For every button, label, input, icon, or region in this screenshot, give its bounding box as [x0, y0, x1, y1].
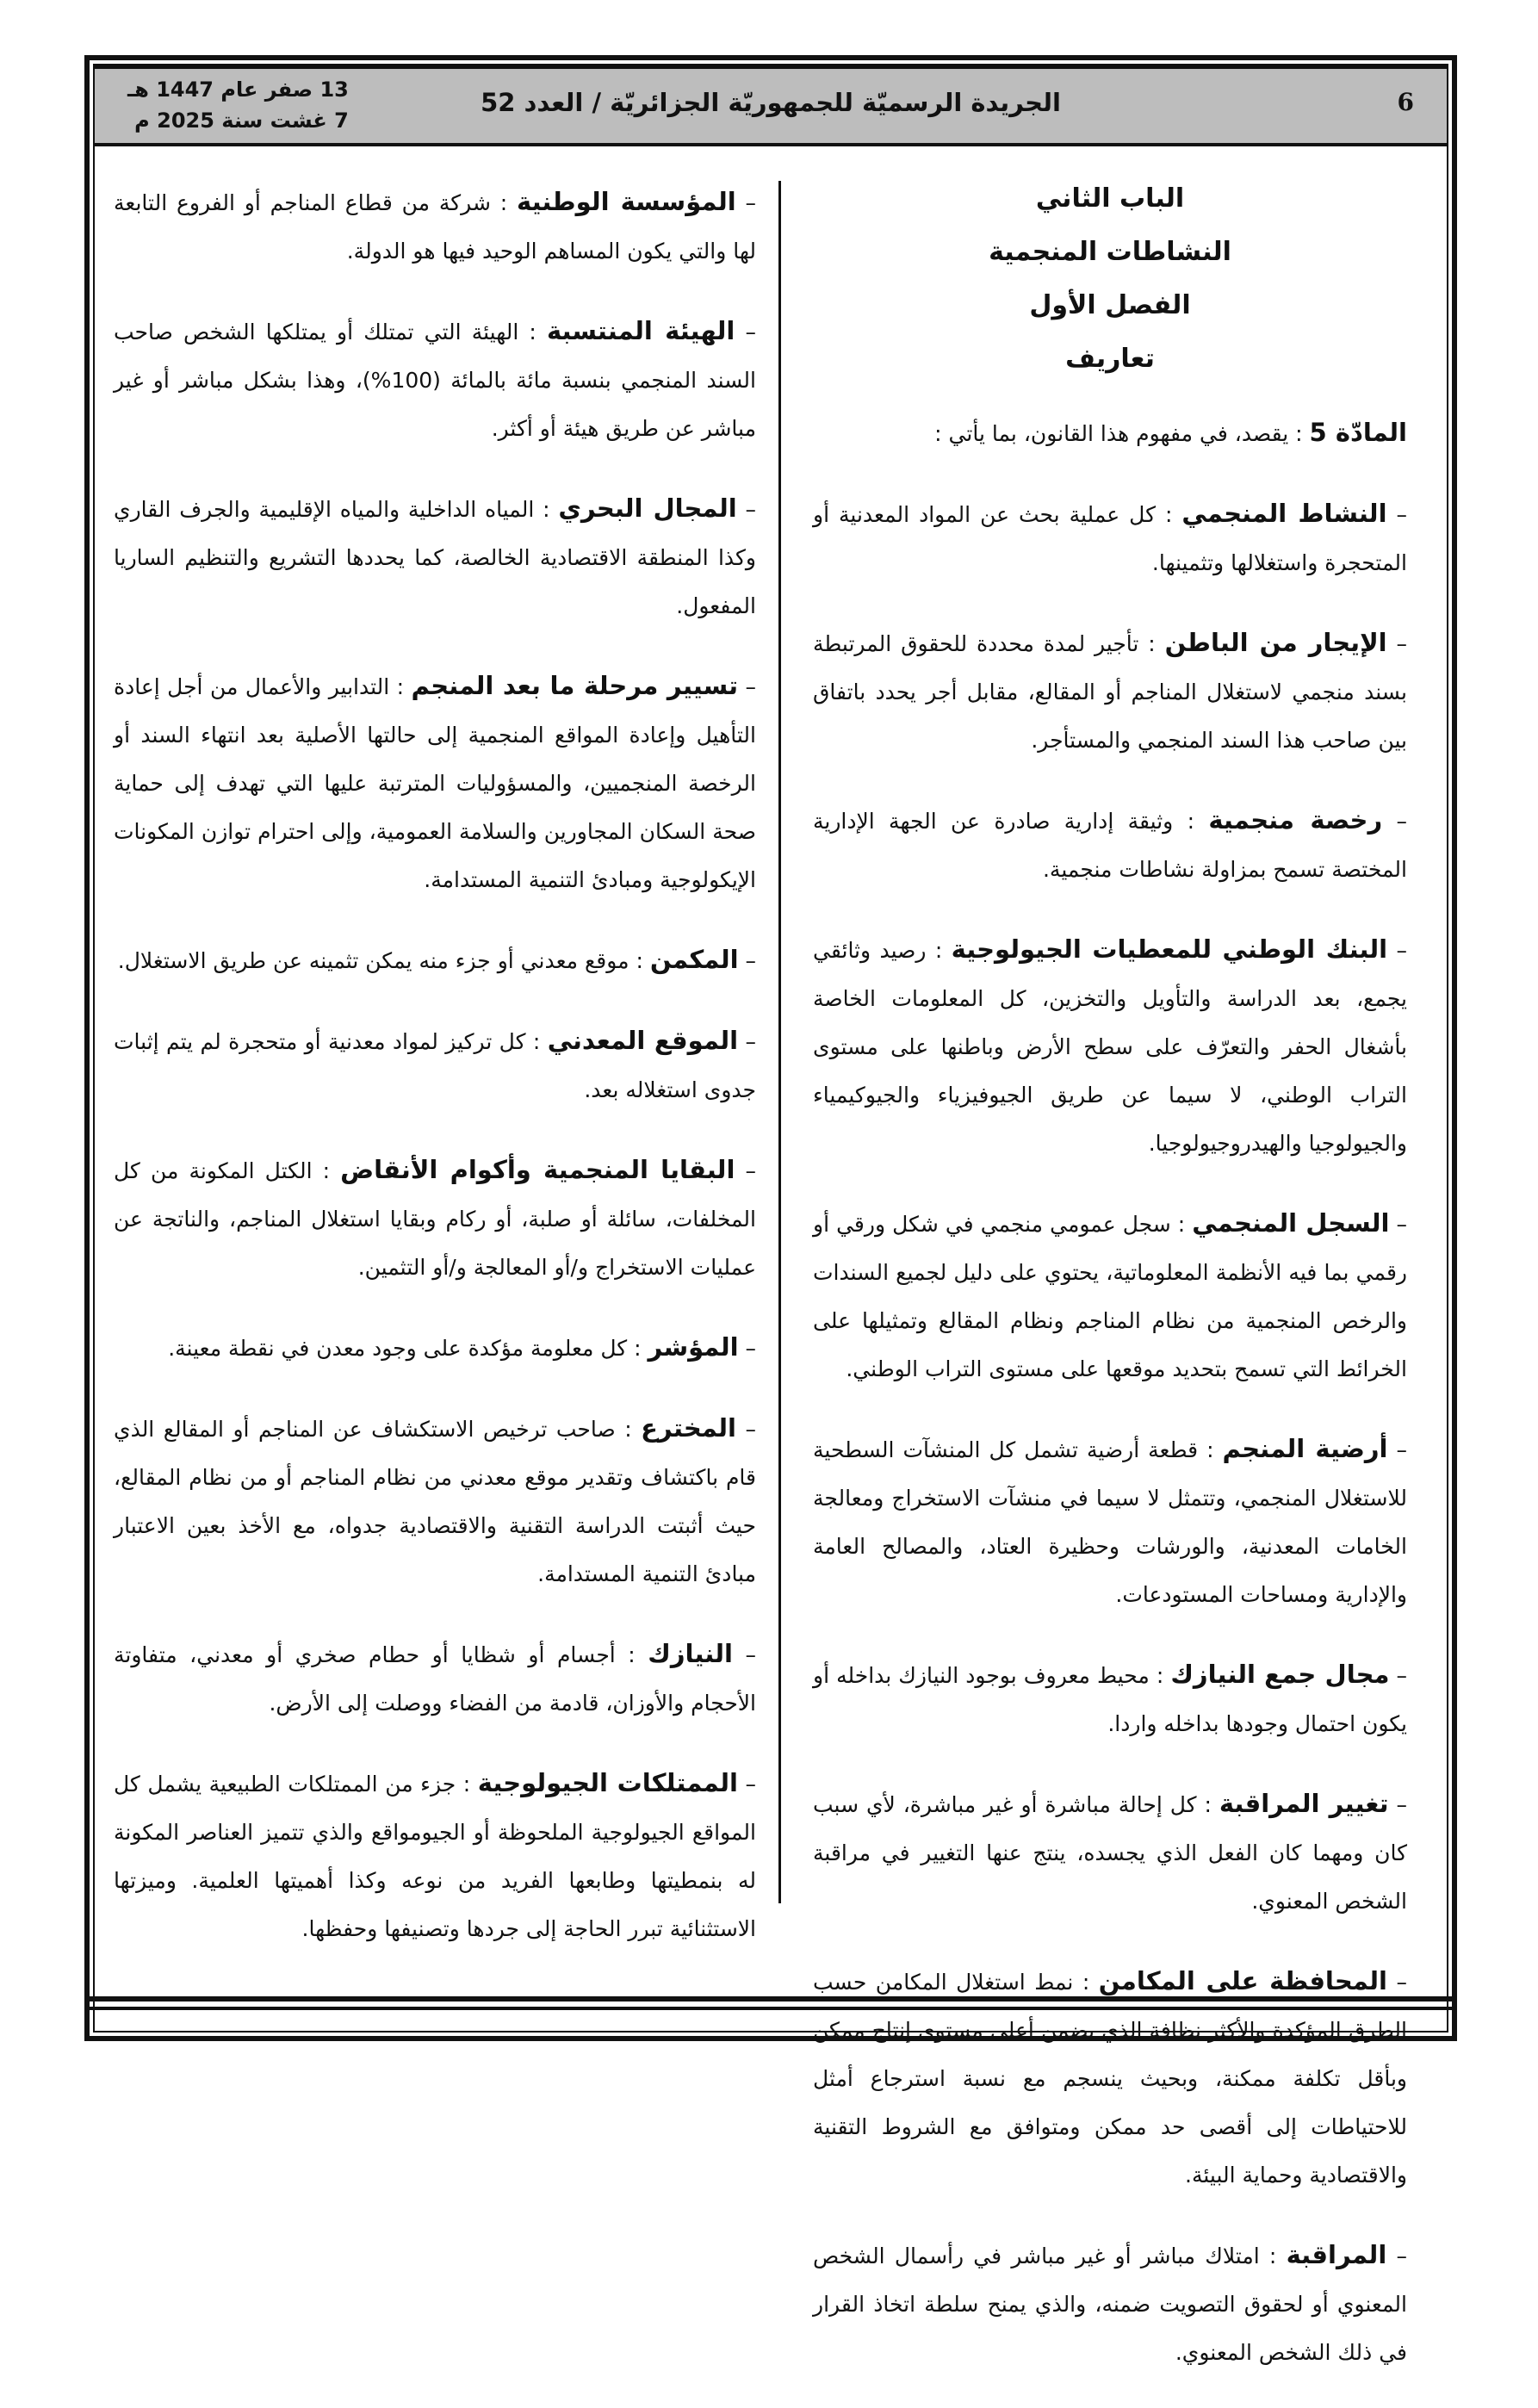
- definition-text: : سجل عمومي منجمي في شكل ورقي أو رقمي بما فيه الأنظمة المعلوماتية، يحتوي على دليل لجميع السندات والرخص المنجمية من نظام المناجم ونظام المقالع وتمثيلها على الخرائط التي تسمح بتحديد موقعها على مستوى التراب الوطني.: [813, 1212, 1407, 1381]
- definition-item: – السجل المنجمي : سجل عمومي منجمي في شكل ورقي أو رقمي بما فيه الأنظمة المعلوماتية، يحتوي على دليل لجميع السندات والرخص المنجمية من نظام المناجم ونظام المقالع وتمثيلها على الخرائط التي تسمح بتحديد موقعها على مستوى التراب الوطني.: [813, 1208, 1408, 1381]
- definition-term: المخترع: [641, 1413, 736, 1443]
- definition-item: – الهيئة المنتسبة : الهيئة التي تمتلك أو يمتلكها الشخص صاحب السند المنجمي بنسبة مائة بالمائة (100%)، وهذا بشكل مباشر أو غير مباشر عن طريق هيئة أو أكثر.: [114, 316, 757, 441]
- definition-item: – المجال البحري : المياه الداخلية والمياه الإقليمية والجرف القاري وكذا المنطقة الاقتصادية الخالصة، كما يحددها التشريع والتنظيم الساريا المفعول.: [114, 493, 756, 618]
- definition-term: المؤشر: [648, 1332, 739, 1362]
- right-definitions: [813, 489, 1407, 2377]
- definition-term: الإيجار من الباطن: [1164, 628, 1387, 657]
- definition-text: : كل تركيز لمواد معدنية أو متحجرة لم يتم إثبات جدوى استغلاله بعد.: [114, 1029, 756, 1102]
- definition-term: تغيير المراقبة: [1219, 1789, 1389, 1818]
- definition-term: تسيير مرحلة ما بعد المنجم: [411, 671, 739, 700]
- gazette-title: الجريدة الرسميّة للجمهوريّة الجزائريّة / العدد 52: [481, 88, 1061, 117]
- right-column: [813, 172, 1407, 2408]
- definition-term: النشاط المنجمي: [1181, 499, 1387, 528]
- chapter-heading: الفصل الأول: [1029, 290, 1191, 320]
- definition-item: – الموقع المعدني : كل تركيز لمواد معدنية أو متحجرة لم يتم إثبات جدوى استغلاله بعد.: [114, 1026, 756, 1102]
- definition-item: – البقايا المنجمية وأكوام الأنقاض : الكتل المكونة من كل المخلفات، سائلة أو صلبة، أو ركام وبقايا استغلال المناجم، والناتجة عن عمليات الاستخراج و/أو المعالجة و/أو التثمين.: [114, 1155, 756, 1280]
- definition-text: : موقع معدني أو جزء منه يمكن تثمينه عن طريق الاستغلال.: [117, 948, 650, 973]
- definition-term: المكمن: [649, 945, 739, 974]
- definition-item: – المكمن : موقع معدني أو جزء منه يمكن تثمينه عن طريق الاستغلال.: [117, 945, 756, 974]
- definition-term: الهيئة المنتسبة: [546, 316, 735, 345]
- definition-text: : كل معلومة مؤكدة على وجود معدن في نقطة معينة.: [168, 1336, 648, 1361]
- definition-term: الممتلكات الجيولوجية: [477, 1768, 738, 1797]
- definition-term: المجال البحري: [558, 493, 737, 523]
- section-headings: [813, 172, 1407, 386]
- definition-text: : أجسام أو شظايا أو حطام صخري أو معدني، متفاوتة الأحجام والأوزان، قادمة من الفضاء ووصلت إلى الأرض.: [114, 1642, 756, 1716]
- date-hijri: 13 صفر عام 1447 هـ: [127, 78, 349, 102]
- article-label: المادّة 5: [1309, 418, 1407, 447]
- definition-term: المراقبة: [1286, 2240, 1387, 2269]
- definition-text: : تأجير لمدة محددة للحقوق المرتبطة بسند منجمي لاستغلال المناجم أو المقالع، مقابل أجر يحدد باتفاق بين صاحب هذا السند المنجمي والمستأجر.: [813, 631, 1407, 753]
- definition-term: أرضية المنجم: [1222, 1434, 1388, 1463]
- definition-term: السجل المنجمي: [1192, 1208, 1390, 1238]
- definition-text: : الهيئة التي تمتلك أو يمتلكها الشخص صاحب السند المنجمي بنسبة مائة بالمائة (100%)، وهذا بشكل مباشر أو غير مباشر عن طريق هيئة أو أكثر.: [114, 320, 756, 441]
- definition-term: البقايا المنجمية وأكوام الأنقاض: [340, 1155, 735, 1184]
- article-5: [813, 408, 1407, 458]
- definition-item: – النيازك : أجسام أو شظايا أو حطام صخري أو معدني، متفاوتة الأحجام والأوزان، قادمة من الفضاء ووصلت إلى الأرض.: [114, 1639, 757, 1716]
- definition-term: البنك الوطني للمعطيات الجيولوجية: [951, 934, 1388, 964]
- definition-item: – المؤسسة الوطنية : شركة من قطاع المناجم أو الفروع التابعة لها والتي يكون المساهم الوحيد فيها هو الدولة.: [114, 187, 756, 264]
- definition-item: – البنك الوطني للمعطيات الجيولوجية : رصيد وثائقي يجمع، بعد الدراسة والتأويل والتخزين، كل المعلومات الخاصة بأشغال الحفر والتعرّف على سطح الأرض وباطنها على مستوى التراب الوطني، لا سيما عن طريق الجيوفيزياء والجيوكيمياء والجيولوجيا والهيدروجيولوجيا.: [813, 934, 1407, 1156]
- definition-text: : كل عملية بحث عن المواد المعدنية أو المتحجرة واستغلالها وتثمينها.: [813, 502, 1407, 575]
- bottom-rule: [86, 1996, 1455, 2001]
- definition-text: : محيط معروف بوجود النيازك بداخله أو يكون احتمال وجودها بداخله واردا.: [813, 1663, 1407, 1736]
- left-column: [114, 177, 756, 1984]
- definition-item: – أرضية المنجم : قطعة أرضية تشمل كل المنشآت السطحية للاستغلال المنجمي، وتتمثل لا سيما في منشآت الاستخراج ومعالجة الخامات المعدنية، والورشات وحظيرة العتاد، والمصالح العامة والإدارية ومساحات المستودعات.: [813, 1434, 1407, 1607]
- left-definitions: [114, 177, 756, 1953]
- definition-item: – مجال جمع النيازك : محيط معروف بوجود النيازك بداخله أو يكون احتمال وجودها بداخله واردا.: [813, 1660, 1408, 1736]
- definition-term: النيازك: [648, 1639, 733, 1668]
- definition-item: – الممتلكات الجيولوجية : جزء من الممتلكات الطبيعية يشمل كل المواقع الجيولوجية الملحوظة أو الجيومواقع والذي تتميز العناصر المكونة له بنمطيتها وطابعها الفريد من نوعه وكذا أهميتها العلمية. وميزتها الاستثنائية تبرر الحاجة إلى جردها وتصنيفها وحفظها.: [114, 1768, 756, 1941]
- definition-text: : كل إحالة مباشرة أو غير مباشرة، لأي سبب كان ومهما كان الفعل الذي يجسده، ينتج عنها التغيير في مراقبة الشخص المعنوي.: [813, 1792, 1407, 1914]
- definition-text: : التدابير والأعمال من أجل إعادة التأهيل وإعادة المواقع المنجمية إلى حالتها الأصلية بعد انتهاء السند أو الرخصة المنجميين، والمسؤوليات المترتبة عليها التي تهدف إلى حماية صحة السكان المجاورين والسلامة العمومية، وإلى احترام توازن المكونات الإيكولوجية ومبادئ التنمية المستدامة.: [114, 674, 756, 892]
- definition-item: – النشاط المنجمي : كل عملية بحث عن المواد المعدنية أو المتحجرة واستغلالها وتثمينها.: [813, 499, 1407, 575]
- column-divider: [778, 181, 781, 1903]
- definition-text: : رصيد وثائقي يجمع، بعد الدراسة والتأويل والتخزين، كل المعلومات الخاصة بأشغال الحفر والتعرّف على سطح الأرض وباطنها على مستوى التراب الوطني، لا سيما عن طريق الجيوفيزياء والجيوكيمياء والجيولوجيا والهيدروجيولوجيا.: [813, 938, 1407, 1156]
- definition-item: – المحافظة على المكامن : نمط استغلال المكامن حسب الطرق المؤكدة والأكثر نظافة الذي يضمن أعلى مستوى إنتاج ممكن وبأقل تكلفة ممكنة، وبحيث ينسجم مع نسبة استرجاع أمثل للاحتياطات إلى أقصى حد ممكن ومتوافق مع الشروط التقنية والاقتصادية وحماية البيئة.: [813, 1966, 1407, 2188]
- article-text: : يقصد، في مفهوم هذا القانون، بما يأتي :: [934, 421, 1310, 446]
- definition-text: : الكتل المكونة من كل المخلفات، سائلة أو صلبة، أو ركام وبقايا استغلال المناجم، والناتجة عن عمليات الاستخراج و/أو المعالجة و/أو التثمين.: [114, 1158, 756, 1280]
- definition-text: : امتلاك مباشر أو غير مباشر في رأسمال الشخص المعنوي أو لحقوق التصويت ضمنه، والذي يمنح سلطة اتخاذ القرار في ذلك الشخص المعنوي.: [813, 2244, 1407, 2365]
- definition-item: – رخصة منجمية : وثيقة إدارية صادرة عن الجهة الإدارية المختصة تسمح بمزاولة نشاطات منجمية.: [813, 805, 1407, 882]
- date-gregorian: 7 غشت سنة 2025 م: [134, 109, 349, 133]
- definition-item: – المخترع : صاحب ترخيص الاستكشاف عن المناجم أو المقالع الذي قام باكتشاف وتقدير موقع معدني من نظام المناجم أو من نظام المقالع، حيث أثبتت الدراسة التقنية والاقتصادية جدواه، مع الأخذ بعين الاعتبار مبادئ التنمية المستدامة.: [114, 1413, 756, 1586]
- definition-item: – الإيجار من الباطن : تأجير لمدة محددة للحقوق المرتبطة بسند منجمي لاستغلال المناجم أو المقالع، مقابل أجر يحدد باتفاق بين صاحب هذا السند المنجمي والمستأجر.: [813, 628, 1408, 753]
- definition-term: الموقع المعدني: [547, 1026, 739, 1055]
- definition-text: : شركة من قطاع المناجم أو الفروع التابعة لها والتي يكون المساهم الوحيد فيها هو الدولة.: [114, 190, 756, 264]
- definition-term: مجال جمع النيازك: [1170, 1660, 1390, 1689]
- definition-item: – المؤشر : كل معلومة مؤكدة على وجود معدن في نقطة معينة.: [168, 1332, 756, 1362]
- definition-term: المحافظة على المكامن: [1098, 1966, 1387, 1995]
- definition-term: المؤسسة الوطنية: [517, 187, 736, 216]
- definition-term: رخصة منجمية: [1208, 805, 1383, 835]
- definition-text: : نمط استغلال المكامن حسب الطرق المؤكدة والأكثر نظافة الذي يضمن أعلى مستوى إنتاج ممكن وبأقل تكلفة ممكنة، وبحيث ينسجم مع نسبة استرجاع أمثل للاحتياطات إلى أقصى حد ممكن ومتوافق مع الشروط التقنية والاقتصادية وحماية البيئة.: [813, 1970, 1407, 2188]
- part-heading: الباب الثاني: [1035, 183, 1185, 214]
- definition-item: – تغيير المراقبة : كل إحالة مباشرة أو غير مباشرة، لأي سبب كان ومهما كان الفعل الذي يجسده، ينتج عنها التغيير في مراقبة الشخص المعنوي.: [813, 1789, 1407, 1914]
- definition-item: – المراقبة : امتلاك مباشر أو غير مباشر في رأسمال الشخص المعنوي أو لحقوق التصويت ضمنه، والذي يمنح سلطة اتخاذ القرار في ذلك الشخص المعنوي.: [813, 2240, 1408, 2365]
- page-number: 6: [1397, 88, 1414, 116]
- bottom-rule-thin: [86, 2007, 1455, 2010]
- issue-date: [127, 74, 349, 136]
- definition-text: : وثيقة إدارية صادرة عن الجهة الإدارية المختصة تسمح بمزاولة نشاطات منجمية.: [813, 809, 1407, 882]
- definition-text: : صاحب ترخيص الاستكشاف عن المناجم أو المقالع الذي قام باكتشاف وتقدير موقع معدني من نظام المناجم أو من نظام المقالع، حيث أثبتت الدراسة التقنية والاقتصادية جدواه، مع الأخذ بعين الاعتبار مبادئ التنمية المستدامة.: [114, 1417, 756, 1586]
- definition-text: : المياه الداخلية والمياه الإقليمية والجرف القاري وكذا المنطقة الاقتصادية الخالصة، كما يحددها التشريع والتنظيم الساريا المفعول.: [114, 497, 756, 618]
- definition-item: – تسيير مرحلة ما بعد المنجم : التدابير والأعمال من أجل إعادة التأهيل وإعادة المواقع المنجمية إلى حالتها الأصلية بعد انتهاء السند أو الرخصة المنجميين، والمسؤوليات المترتبة عليها التي تهدف إلى حماية صحة السكان المجاورين والسلامة العمومية، وإلى احترام توازن المكونات الإيكولوجية ومبادئ التنمية المستدامة.: [114, 671, 756, 892]
- gazette-header: [95, 65, 1447, 146]
- definition-text: : جزء من الممتلكات الطبيعية يشمل كل المواقع الجيولوجية الملحوظة أو الجيومواقع والذي تتميز العناصر المكونة له بنمطيتها وطابعها الفريد من نوعه وكذا أهميتها العلمية. وميزتها الاستثنائية تبرر الحاجة إلى جردها وتصنيفها وحفظها.: [114, 1772, 756, 1941]
- definition-text: : قطعة أرضية تشمل كل المنشآت السطحية للاستغلال المنجمي، وتتمثل لا سيما في منشآت الاستخراج ومعالجة الخامات المعدنية، والورشات وحظيرة العتاد، والمصالح العامة والإدارية ومساحات المستودعات.: [813, 1437, 1407, 1607]
- title-heading: النشاطات المنجمية: [989, 237, 1231, 267]
- definitions-heading: تعاريف: [1065, 344, 1155, 374]
